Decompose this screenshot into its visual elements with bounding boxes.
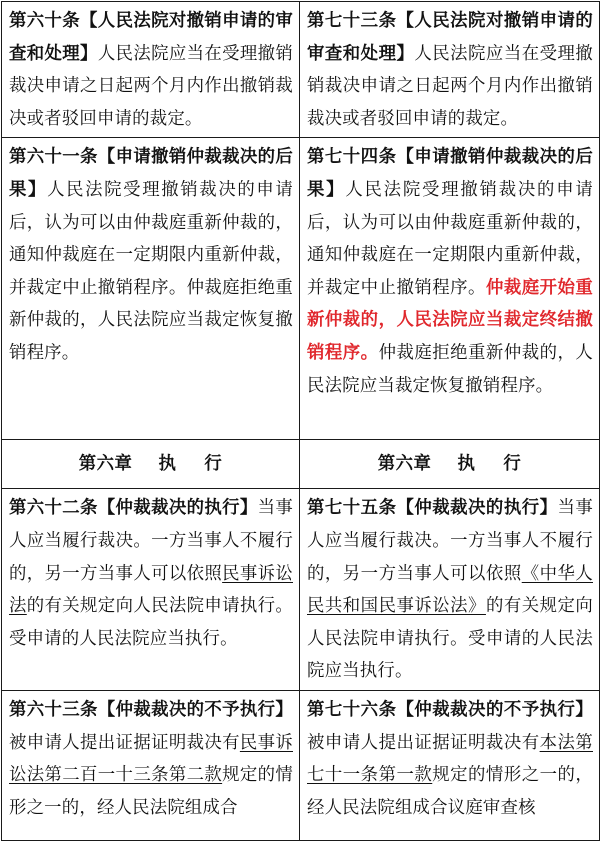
amendment-highlight: 仲裁庭开始重新仲裁的，人民法院应当裁定终结撤销程序。 — [307, 277, 593, 363]
article-body: 人民法院应当在受理撤销裁决申请之日起两个月内作出撤销裁决或者驳回申请的裁定。 — [307, 43, 593, 129]
article-title: 第七十四条【申请撤销仲裁裁决的后果】 — [307, 147, 593, 200]
article-title: 第七十三条【人民法院对撤销申请的审查和处理】 — [307, 11, 593, 64]
table-row — [2, 138, 600, 440]
article-title: 第六十条【人民法院对撤销申请的审查和处理】 — [9, 11, 293, 64]
chapter-name-char: 行 — [503, 454, 522, 475]
table-row — [2, 2, 600, 138]
chapter-number: 第六章 — [78, 454, 133, 475]
chapter-name-char: 执 — [158, 454, 177, 475]
article-body: 当事人应当履行裁决。一方当事人不履行的，另一方当事人可以依照 — [307, 498, 593, 584]
article-title: 第六十二条【仲裁裁决的执行】 — [9, 498, 258, 519]
article-body-cont: 的有关规定向人民法院申请执行。受申请的人民法院应当执行。 — [9, 596, 293, 649]
article-cell-right — [300, 138, 600, 440]
law-comparison-page — [1, 1, 599, 821]
chapter-name-char: 执 — [457, 454, 476, 475]
law-reference: 《中华人民共和国民事诉讼法》 — [307, 563, 593, 617]
chapter-name-char: 行 — [204, 454, 223, 475]
article-body: 人民法院受理撤销裁决的申请后，认为可以由仲裁庭重新仲裁的，通知仲裁庭在一定期限内重新仲裁，并裁定中止撤销程序。仲裁庭拒绝重新仲裁的，人民法院应当裁定恢复撤销程序。 — [9, 179, 293, 363]
article-cell-left — [2, 138, 300, 440]
article-title: 第七十五条【仲裁裁决的执行】 — [307, 498, 558, 519]
article-cell-right — [300, 489, 600, 691]
chapter-heading-left — [2, 440, 300, 489]
article-body-cont: 的有关规定向人民法院申请执行。受申请的人民法院应当执行。 — [307, 596, 593, 682]
law-reference: 本法第七十一条第一款 — [307, 732, 593, 786]
article-body-cont: 规定的情形之一的，经人民法院组成合议庭审查核 — [307, 765, 593, 818]
article-title: 第六十一条【申请撤销仲裁裁决的后果】 — [9, 147, 293, 200]
law-reference: 民事诉讼法 — [9, 563, 293, 617]
chapter-heading-right — [300, 440, 600, 489]
article-body: 人民法院受理撤销裁决的申请后，认为可以由仲裁庭重新仲裁的，通知仲裁庭在一定期限内重新仲裁，并裁定中止撤销程序。 — [307, 179, 593, 298]
law-comparison-table — [1, 1, 600, 841]
chapter-number: 第六章 — [377, 454, 432, 475]
article-body-cont: 规定的情形之一的，经人民法院组成合 — [9, 765, 293, 818]
article-body: 人民法院应当在受理撤销裁决申请之日起两个月内作出撤销裁决或者驳回申请的裁定。 — [9, 43, 293, 129]
law-reference: 民事诉讼法第二百一十三条第二款 — [9, 732, 293, 786]
article-title: 第七十六条【仲裁裁决的不予执行】 — [307, 699, 593, 720]
article-cell-left — [2, 2, 300, 138]
article-cell-right — [300, 2, 600, 138]
table-row-chapter — [2, 440, 600, 489]
article-cell-left — [2, 489, 300, 691]
article-body: 被申请人提出证据证明裁决有 — [307, 732, 540, 753]
table-row — [2, 489, 600, 691]
article-body: 被申请人提出证据证明裁决有 — [9, 732, 240, 753]
article-body-cont: 仲裁庭拒绝重新仲裁的，人民法院应当裁定恢复撤销程序。 — [307, 342, 593, 396]
article-body: 当事人应当履行裁决。一方当事人不履行的，另一方当事人可以依照 — [9, 498, 293, 584]
article-title: 第六十三条【仲裁裁决的不予执行】 — [9, 699, 293, 720]
